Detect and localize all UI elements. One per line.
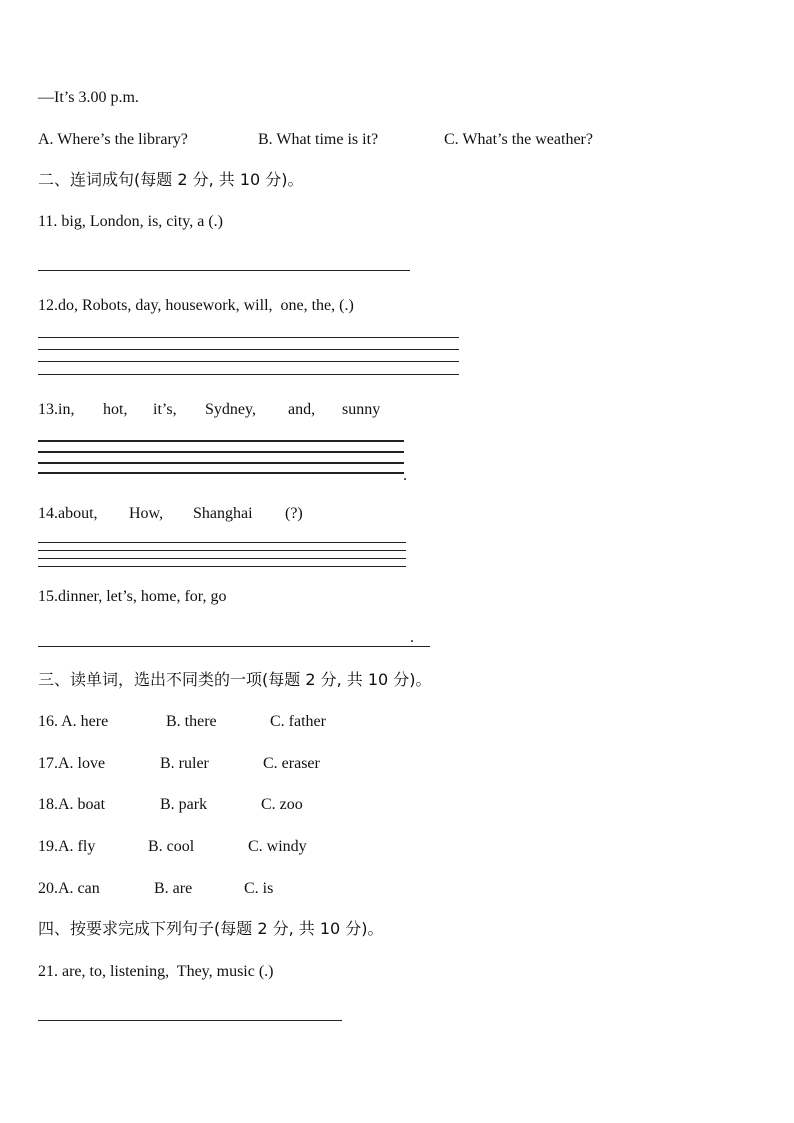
question-13-period: . [403,467,407,484]
answer-line-12b[interactable] [38,349,459,350]
question-19-c: C. windy [248,838,307,855]
question-12: 12.do, Robots, day, housework, will, one, the, (.) [38,297,354,314]
question-19-a: 19.A. fly [38,838,96,855]
section3-heading: 三、读单词，选出不同类的一项(每题 2 分, 共 10 分)。 [38,670,432,689]
answer-line-14d[interactable] [38,566,406,567]
section2-heading: 二、连词成句(每题 2 分, 共 10 分)。 [38,170,304,189]
question-18-a: 18.A. boat [38,796,106,813]
answer-line-13b[interactable] [38,451,404,453]
question-17-a: 17.A. love [38,755,106,772]
q10-option-b: B. What time is it? [258,131,379,148]
question-13-word-1: hot, [103,401,128,418]
answer-line-12c[interactable] [38,361,459,362]
answer-line-15[interactable] [38,646,430,647]
section4-heading: 四、按要求完成下列句子(每题 2 分, 共 10 分)。 [38,919,384,938]
question-13-word-5: sunny [342,401,381,418]
q10-option-a: A. Where’s the library? [38,131,188,148]
question-16-a: 16. A. here [38,713,109,730]
q10-option-c: C. What’s the weather? [444,131,593,148]
question-13-word-3: Sydney, [205,401,256,418]
question-21: 21. are, to, listening, They, music (.) [38,963,274,980]
question-15: 15.dinner, let’s, home, for, go [38,588,227,605]
question-13-word-4: and, [288,401,316,418]
answer-line-14b[interactable] [38,550,406,551]
question-13-number: 13.in, [38,401,75,418]
question-14-word-3: (?) [285,505,303,522]
question-19-b: B. cool [148,838,195,855]
answer-line-13c[interactable] [38,462,404,464]
dialogue-answer: —It’s 3.00 p.m. [38,89,139,106]
question-11: 11. big, London, is, city, a (.) [38,213,224,230]
question-16-c: C. father [270,713,326,730]
answer-line-14a[interactable] [38,542,406,543]
answer-line-11[interactable] [38,270,410,271]
answer-line-13d[interactable] [38,472,404,474]
question-16-b: B. there [166,713,217,730]
question-14-number: 14.about, [38,505,98,522]
question-18-b: B. park [160,796,208,813]
question-15-period: . [410,629,414,646]
question-20-c: C. is [244,880,274,897]
question-20-b: B. are [154,880,193,897]
question-18-c: C. zoo [261,796,303,813]
question-13-word-2: it’s, [153,401,177,418]
question-20-a: 20.A. can [38,880,100,897]
answer-line-12a[interactable] [38,337,459,338]
answer-line-14c[interactable] [38,558,406,559]
question-14-word-2: Shanghai [193,505,253,522]
question-17-c: C. eraser [263,755,320,772]
answer-line-21[interactable] [38,1020,342,1021]
answer-line-13a[interactable] [38,440,404,442]
question-14-word-1: How, [129,505,164,522]
question-17-b: B. ruler [160,755,209,772]
answer-line-12d[interactable] [38,374,459,375]
